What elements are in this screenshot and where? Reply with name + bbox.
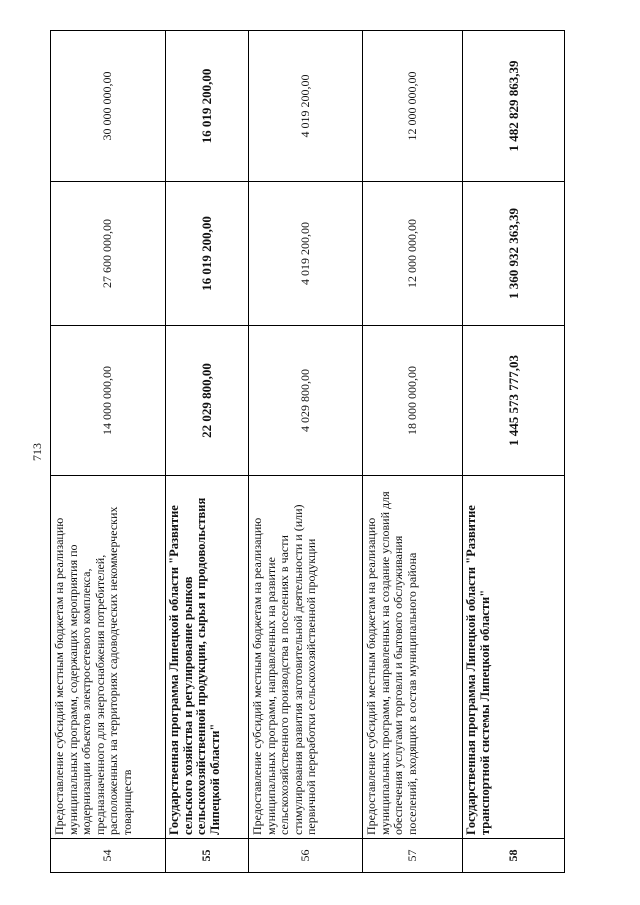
row-value-3: 1 482 829 863,39 <box>463 31 565 182</box>
row-value-2: 16 019 200,00 <box>166 182 249 326</box>
row-value-1: 18 000 000,00 <box>363 326 463 476</box>
row-value-3: 16 019 200,00 <box>166 31 249 182</box>
row-description: Предоставление субсидий местным бюджетам на реализацию муниципальных программ, направленных на развитие сельскохозяйственного производства в поселениях в части стимулирования развития заготовительной деятельности и (или) первичной переработки сельскохозяйственной продукции <box>249 476 363 839</box>
row-value-1: 4 029 800,00 <box>249 326 363 476</box>
row-value-2: 4 019 200,00 <box>249 182 363 326</box>
table-row-56 <box>249 31 363 873</box>
table-row-57 <box>363 31 463 873</box>
row-value-3: 12 000 000,00 <box>363 31 463 182</box>
row-number: 54 <box>51 839 166 873</box>
row-description: Предоставление субсидий местным бюджетам на реализацию муниципальных программ, содержащих мероприятия по модернизации объектов электросетевого комплекса, предназначенного для энергоснабжения потребителей, расположенных на территориях садоводческих некоммерческих товариществ <box>51 476 166 839</box>
budget-table <box>50 30 565 873</box>
row-description: Государственная программа Липецкой области "Развитие сельского хозяйства и регулирование рынков сельскохозяйственной продукции, сырья и продовольствия Липецкой области" <box>166 476 249 839</box>
row-value-2: 1 360 932 363,39 <box>463 182 565 326</box>
row-number: 56 <box>249 839 363 873</box>
row-description: Предоставление субсидий местным бюджетам на реализацию муниципальных программ, направленных на создание условий для обеспечения услугами торговли и бытового обслуживания поселений, входящих в состав муниципального района <box>363 476 463 839</box>
page-number: 713 <box>30 443 44 461</box>
rotated-table-container <box>50 31 521 873</box>
row-value-2: 12 000 000,00 <box>363 182 463 326</box>
row-number: 55 <box>166 839 249 873</box>
table-row-54 <box>51 31 166 873</box>
row-value-1: 1 445 573 777,03 <box>463 326 565 476</box>
row-value-3: 30 000 000,00 <box>51 31 166 182</box>
row-value-3: 4 019 200,00 <box>249 31 363 182</box>
table-row-58 <box>463 31 565 873</box>
row-value-2: 27 600 000,00 <box>51 182 166 326</box>
row-value-1: 14 000 000,00 <box>51 326 166 476</box>
row-number: 57 <box>363 839 463 873</box>
row-description: Государственная программа Липецкой области "Развитие транспортной системы Липецкой области" <box>463 476 565 839</box>
row-value-1: 22 029 800,00 <box>166 326 249 476</box>
row-number: 58 <box>463 839 565 873</box>
table-row-55 <box>166 31 249 873</box>
